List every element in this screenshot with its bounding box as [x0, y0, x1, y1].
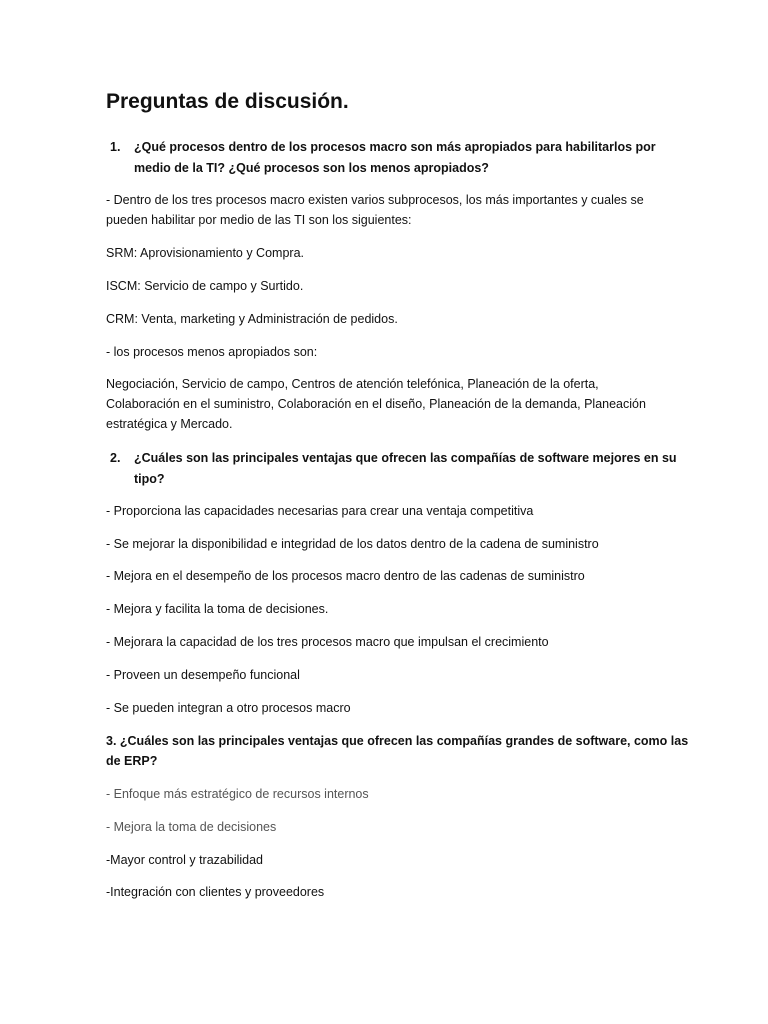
answer-1-intro-line-2: pueden habilitar por medio de las TI son los siguientes:	[106, 213, 412, 227]
question-2-line-2: tipo?	[134, 471, 165, 486]
question-1-line-2: medio de la TI? ¿Qué procesos son los menos apropiados?	[134, 160, 489, 175]
question-1	[110, 137, 670, 178]
question-2-line-1: ¿Cuáles son las principales ventajas que ofrecen las compañías de software mejores en su	[134, 451, 677, 465]
question-3-line-2: de ERP?	[106, 754, 158, 768]
answer-2-item: - Proveen un desempeño funcional	[106, 668, 300, 682]
question-1-line-1: ¿Qué procesos dentro de los procesos macro son más apropiados para habilitarlos por	[134, 140, 656, 154]
srm-line: SRM: Aprovisionamiento y Compra.	[106, 246, 304, 260]
less-appropriate-line-3: estratégica y Mercado.	[106, 417, 233, 431]
document-title: Preguntas de discusión.	[106, 90, 349, 113]
question-1-number: 1.	[110, 140, 121, 154]
answer-3-item: -Mayor control y trazabilidad	[106, 853, 264, 867]
less-appropriate-line-2: Colaboración en el suministro, Colaboración en el diseño, Planeación de la demanda, Planeación	[106, 397, 646, 411]
answer-2-item: - Se pueden integran a otro procesos macro	[106, 701, 351, 715]
answer-2-item: - Mejora y facilita la toma de decisiones.	[106, 602, 329, 616]
answer-2-item: - Mejorara la capacidad de los tres procesos macro que impulsan el crecimiento	[106, 635, 549, 649]
answer-3-item: - Mejora la toma de decisiones	[106, 820, 277, 834]
answer-2-item: - Mejora en el desempeño de los procesos macro dentro de las cadenas de suministro	[106, 569, 585, 583]
question-3-line-1: 3. ¿Cuáles son las principales ventajas que ofrecen las compañías grandes de software, como las	[106, 734, 689, 748]
iscm-line: ISCM: Servicio de campo y Surtido.	[106, 279, 304, 293]
less-appropriate-intro: - los procesos menos apropiados son:	[106, 345, 318, 359]
answer-3-item: -Integración con clientes y proveedores	[106, 885, 325, 899]
question-2-number: 2.	[110, 451, 121, 465]
answer-2-item: - Proporciona las capacidades necesarias para crear una ventaja competitiva	[106, 504, 534, 518]
answer-3-item: - Enfoque más estratégico de recursos internos	[106, 787, 369, 801]
crm-line: CRM: Venta, marketing y Administración de pedidos.	[106, 312, 398, 326]
answer-2-item: - Se mejorar la disponibilidad e integridad de los datos dentro de la cadena de suministro	[106, 537, 599, 551]
less-appropriate-line-1: Negociación, Servicio de campo, Centros de atención telefónica, Planeación de la oferta,	[106, 377, 599, 391]
answer-1-intro-line-1: - Dentro de los tres procesos macro existen varios subprocesos, los más importantes y cuales se	[106, 193, 644, 207]
question-2	[110, 448, 677, 489]
